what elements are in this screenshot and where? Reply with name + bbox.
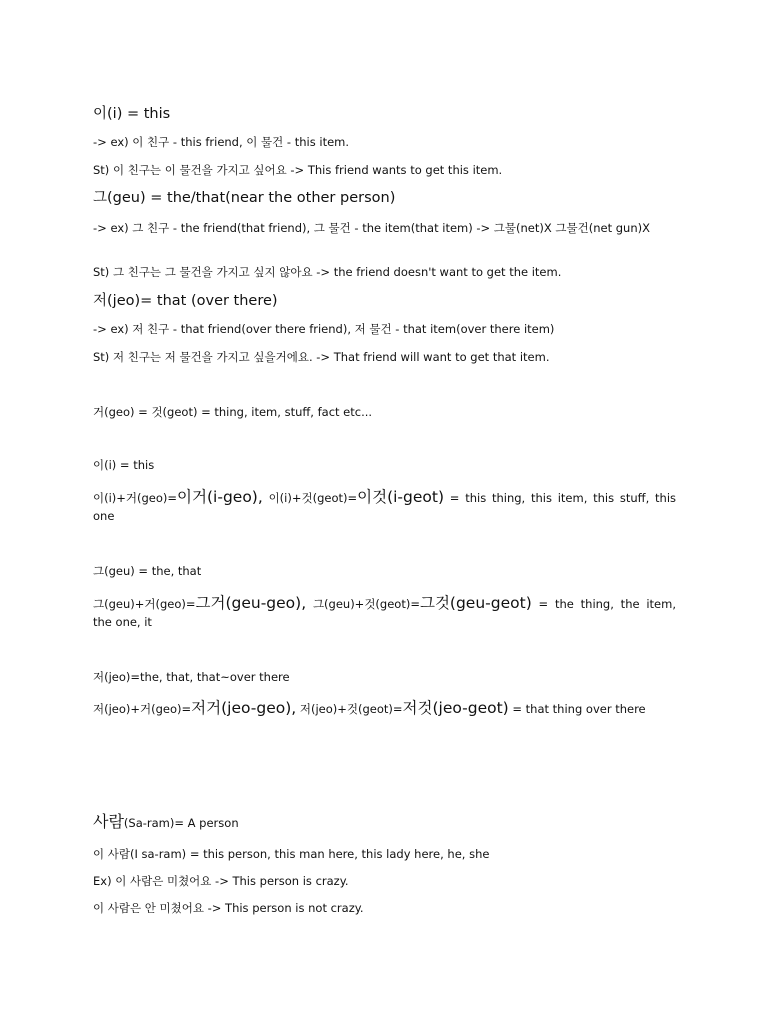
combo-jeo-b-small: 저(jeo)+것(geot)= [299,702,403,716]
heading-geu: 그(geu) = the/that(near the other person) [93,190,396,206]
example-i: -> ex) 이 친구 - this friend, 이 물건 - this item. [93,135,350,149]
combo-geu-b-small: 그(geu)+것(geot)= [312,597,420,611]
combo-i-b-small: 이(i)+것(geot)= [268,491,358,505]
heading-jeo: 저(jeo)= that (over there) [93,293,278,309]
saram-example: Ex) 이 사람은 미쳤어요 -> This person is crazy. [93,874,349,888]
combo-geu-meaning: = the thing, the item, the one, it [93,597,676,629]
heading-saram [93,814,676,831]
sentence-geu: St) 그 친구는 그 물건을 가지고 싶지 않아요 -> the friend doesn't want to get the item. [93,265,562,279]
heading-i-this: 이(i) = this [93,106,171,122]
sentence-i: St) 이 친구는 이 물건을 가지고 싶어요 -> This friend wants to get this item. [93,163,503,177]
combo-i-b-big: 이것(i-geot) [357,488,445,506]
saram-definition: (Sa-ram)= A person [123,816,239,830]
example-geu: -> ex) 그 친구 - the friend(that friend), 그 물건 - the item(that item) -> 그물(net)X 그물건(net gun)X [93,221,650,235]
sentence-jeo: St) 저 친구는 저 물건을 가지고 싶을거에요. -> That friend will want to get that item. [93,350,550,364]
saram-negative: 이 사람은 안 미쳤어요 -> This person is not crazy. [93,901,364,915]
definition-geo: 거(geo) = 것(geot) = thing, item, stuff, fact etc... [93,405,373,419]
combo-i-a-small: 이(i)+거(geo)= [93,491,178,505]
combo-jeo-a-big: 저거(jeo-geo), [191,699,297,717]
combo-geu-b-big: 그것(geu-geot) [419,594,532,612]
combo-geu-a-big: 그거(geu-geo), [195,594,307,612]
combo-jeo [93,700,676,717]
definition-geu: 그(geu) = the, that [93,564,202,578]
combo-i [93,488,676,525]
combo-i-a-big: 이거(i-geo), [177,488,263,506]
saram-korean: 사람 [93,812,124,831]
combo-geu [93,594,676,631]
combo-jeo-a-small: 저(jeo)+거(geo)= [93,702,192,716]
example-jeo: -> ex) 저 친구 - that friend(over there friend), 저 물건 - that item(over there item) [93,322,555,336]
combo-i-meaning: = this thing, this item, this stuff, this one [93,491,677,523]
definition-i: 이(i) = this [93,458,155,472]
saram-meaning: 이 사람(I sa-ram) = this person, this man here, this lady here, he, she [93,847,490,861]
combo-jeo-meaning: = that thing over there [512,702,646,716]
definition-jeo: 저(jeo)=the, that, that~over there [93,670,290,684]
combo-geu-a-small: 그(geu)+거(geo)= [93,597,196,611]
combo-jeo-b-big: 저것(jeo-geot) [402,699,509,717]
